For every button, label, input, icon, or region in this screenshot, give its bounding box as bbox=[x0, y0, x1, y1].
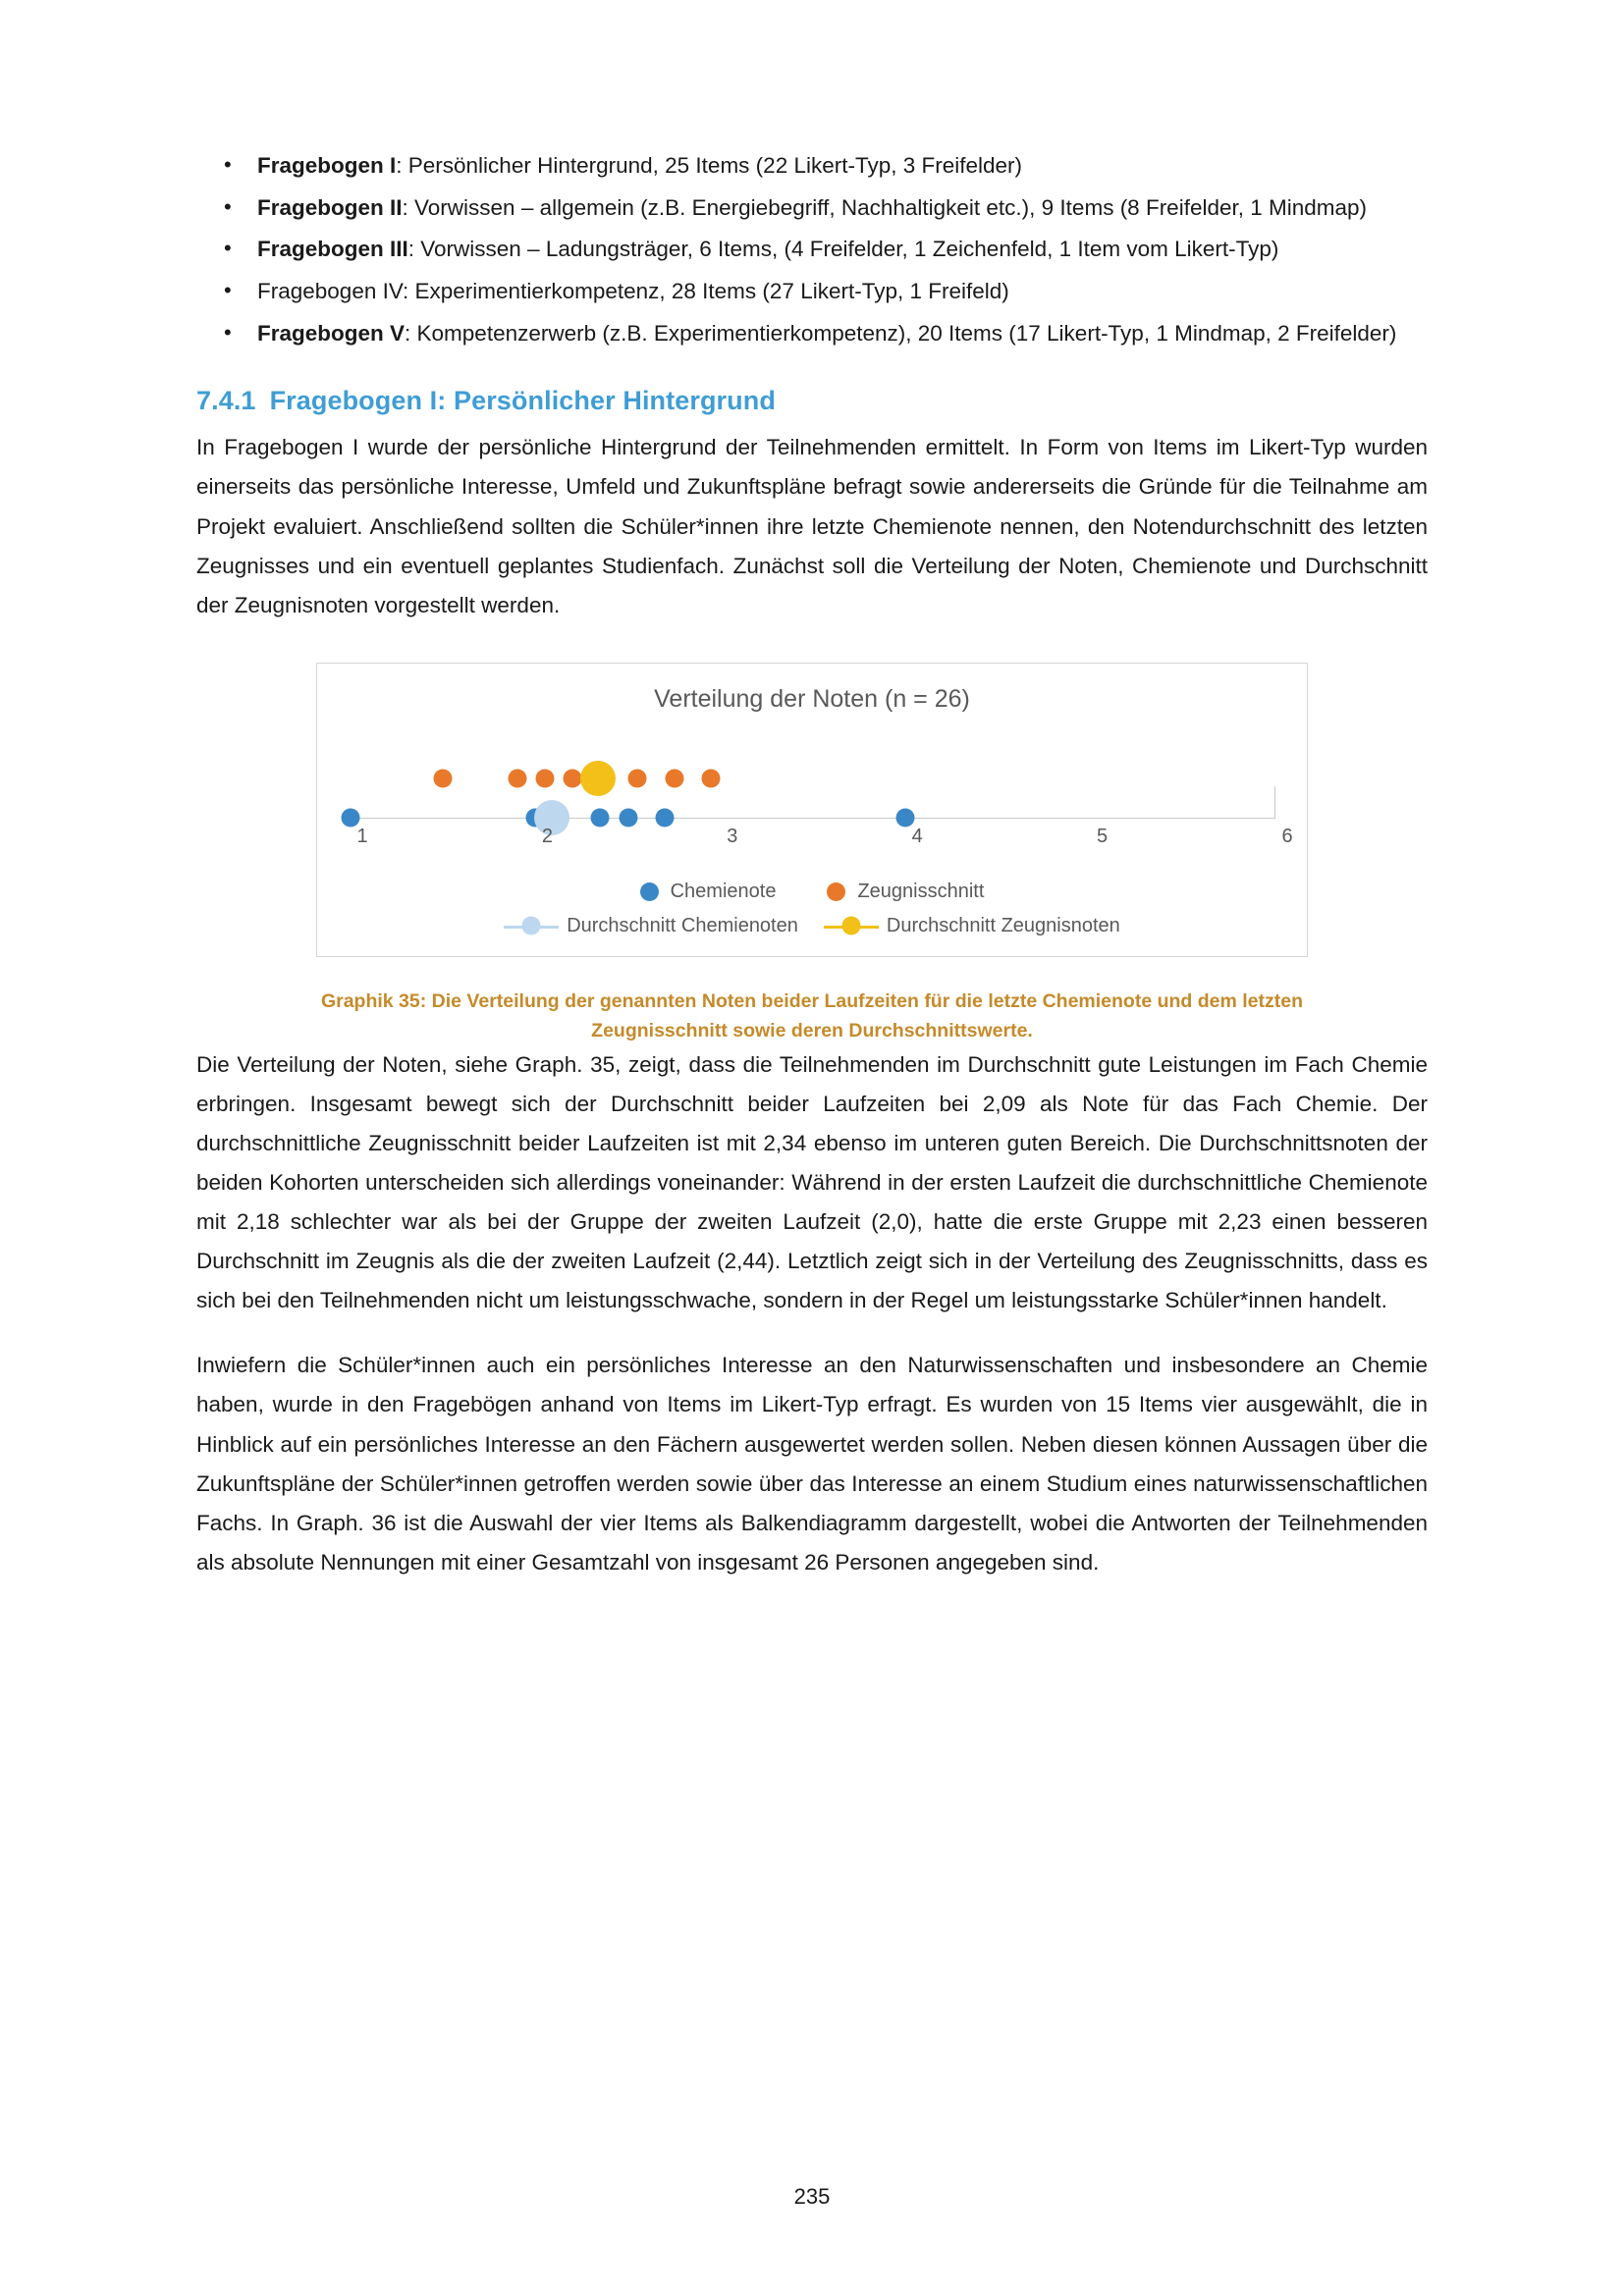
section-heading bbox=[196, 386, 1428, 416]
chart-legend bbox=[459, 881, 1165, 937]
list-item-text: : Vorwissen – Ladungsträger, 6 Items, (4 Freifelder, 1 Zeichenfeld, 1 Item vom Likert-Typ) bbox=[407, 237, 1279, 262]
legend-label: Durchschnitt Zeugnisnoten bbox=[886, 914, 1120, 936]
chart-point bbox=[434, 769, 453, 787]
list-item-label: Fragebogen V bbox=[257, 320, 406, 346]
legend-marker-line-dot-icon bbox=[824, 917, 879, 935]
legend-item-zeugnisschnitt bbox=[827, 881, 984, 903]
list-item-label: Fragebogen III bbox=[257, 237, 408, 262]
legend-item-durchschnitt-zeugnisnoten bbox=[824, 915, 1120, 937]
chart-point bbox=[535, 769, 554, 787]
legend-marker-dot-icon bbox=[640, 882, 659, 901]
legend-row-1 bbox=[459, 881, 1165, 903]
paragraph-intro: In Fragebogen I wurde der persönliche Hintergrund der Teilnehmenden ermittelt. In Form von Items im Likert-Typ wurden einerseits das persönliche Interesse, Umfeld und Zukunftspläne befragt sowie andererseits die Gründe für die Teilnahme am Projekt evaluiert. Anschließend sollten die Schüler*innen ihre letzte Chemienote nennen, den Notendurchschnitt des letzten Zeugnisses und ein eventuell geplantes Studienfach. Zunächst soll die Verteilung der Noten, Chemienote und Durchschnitt der Zeugnisnoten vorgestellt werden. bbox=[196, 435, 1428, 617]
figure-caption: Graphik 35: Die Verteilung der genannten Noten beider Laufzeiten für die letzte Chemienote und dem letzten Zeugnisschnitt sowie deren Durchschnittswerte. bbox=[320, 989, 1304, 1041]
x-axis-tick-label: 3 bbox=[727, 825, 738, 847]
chart-point bbox=[628, 769, 647, 787]
chart-point bbox=[580, 761, 616, 796]
chart-point bbox=[508, 769, 526, 787]
x-axis-tick-label: 4 bbox=[911, 825, 923, 847]
list-item-label: Fragebogen II bbox=[257, 194, 403, 220]
legend-marker-line-dot-icon bbox=[504, 917, 559, 935]
chart-plot-area bbox=[339, 727, 1293, 855]
chart-point bbox=[591, 808, 610, 827]
chart-point bbox=[665, 769, 683, 787]
x-axis-tick-label: 6 bbox=[1281, 825, 1293, 847]
list-item-label: Fragebogen I bbox=[257, 153, 397, 178]
x-axis-tick-label: 1 bbox=[356, 825, 368, 847]
list-item-text: Fragebogen IV: Experimentierkompetenz, 28 Items (27 Likert-Typ, 1 Freifeld) bbox=[257, 279, 1009, 304]
legend-label: Zeugnisschnitt bbox=[857, 880, 985, 902]
section-title: Fragebogen I: Persönlicher Hintergrund bbox=[269, 386, 776, 416]
figure-graphik-35 bbox=[196, 663, 1428, 1045]
legend-label: Chemienote bbox=[670, 880, 777, 902]
legend-marker-dot-icon bbox=[827, 882, 845, 901]
chart-point bbox=[896, 808, 915, 827]
chart-title: Verteilung der Noten (n = 26) bbox=[654, 684, 970, 713]
x-axis-tick-labels bbox=[351, 825, 1293, 855]
list-item bbox=[196, 189, 1428, 228]
legend-row-2 bbox=[459, 915, 1165, 937]
x-axis-line bbox=[351, 818, 1275, 819]
chart-point bbox=[342, 808, 360, 827]
paragraph-last: Inwiefern die Schüler*innen auch ein persönliches Interesse an den Naturwissenschaften und insbesondere an Chemie haben, wurde in den Fragebögen anhand von Items im Likert-Typ erfragt. Es wurden von 15 Items vier ausgewählt, die in Hinblick auf ein persönliches Interesse an den Fächern ausgewertet werden sollen. Neben diesen können Aussagen über die Zukunftspläne der Schüler*innen getroffen werden sowie über das Interesse an einem Studium eines naturwissenschaftlichen Fachs. In Graph. 36 ist die Auswahl der vier Items als Balkendiagramm dargestellt, wobei die Antworten der Teilnehmenden als absolute Nennungen mit einer Gesamtzahl von insgesamt 26 Personen angegeben sind. bbox=[196, 1353, 1428, 1575]
legend-item-durchschnitt-chemienoten bbox=[504, 915, 798, 937]
list-item bbox=[196, 147, 1428, 186]
chart-container bbox=[316, 663, 1308, 957]
list-item-text: : Vorwissen – allgemein (z.B. Energiebegriff, Nachhaltigkeit etc.), 9 Items (8 Freifelder, 1 Mindmap) bbox=[402, 194, 1368, 220]
legend-item-chemienote bbox=[640, 881, 777, 903]
list-item bbox=[196, 231, 1428, 269]
list-item bbox=[196, 273, 1428, 311]
legend-label: Durchschnitt Chemienoten bbox=[567, 914, 798, 936]
chart-point bbox=[619, 808, 637, 827]
list-item bbox=[196, 315, 1428, 353]
paragraph-after-chart: Die Verteilung der Noten, siehe Graph. 35, zeigt, dass die Teilnehmenden im Durchschnitt gute Leistungen im Fach Chemie erbringen. Insgesamt bewegt sich der Durchschnitt beider Laufzeiten bei 2,09 als Note für das Fach Chemie. Der durchschnittliche Zeugnisschnitt beider Laufzeiten ist mit 2,34 ebenso im unteren guten Bereich. Die Durchschnittsnoten der beiden Kohorten unterscheiden sich allerdings voneinander: Während in der ersten Laufzeit die durchschnittliche Chemienote mit 2,18 schlechter war als bei der Gruppe der zweiten Laufzeit (2,0), hatte die erste Gruppe mit 2,23 einen besseren Durchschnitt im Zeugnis als die der zweiten Laufzeit (2,44). Letztlich zeigt sich in der Verteilung des Zeugnisschnitts, dass es sich bei den Teilnehmenden nicht um leistungsschwache, sondern in der Regel um leistungsstarke Schüler*innen handelt. bbox=[196, 1052, 1428, 1313]
chart-point bbox=[656, 808, 675, 827]
x-axis-tick-label: 5 bbox=[1097, 825, 1109, 847]
list-item-text: : Persönlicher Hintergrund, 25 Items (22 Likert-Typ, 3 Freifelder) bbox=[396, 153, 1023, 178]
x-axis-tick-label: 2 bbox=[541, 825, 553, 847]
list-item-text: : Kompetenzerwerb (z.B. Experimentierkompetenz), 20 Items (17 Likert-Typ, 1 Mindmap, 2 Freifelder) bbox=[405, 320, 1397, 346]
page-number: 235 bbox=[793, 2184, 831, 2209]
chart-point bbox=[564, 769, 582, 787]
x-axis-end-tick bbox=[1274, 786, 1275, 819]
section-number: 7.4.1 bbox=[196, 386, 256, 416]
questionnaire-list bbox=[196, 147, 1428, 352]
chart-point bbox=[702, 769, 721, 787]
